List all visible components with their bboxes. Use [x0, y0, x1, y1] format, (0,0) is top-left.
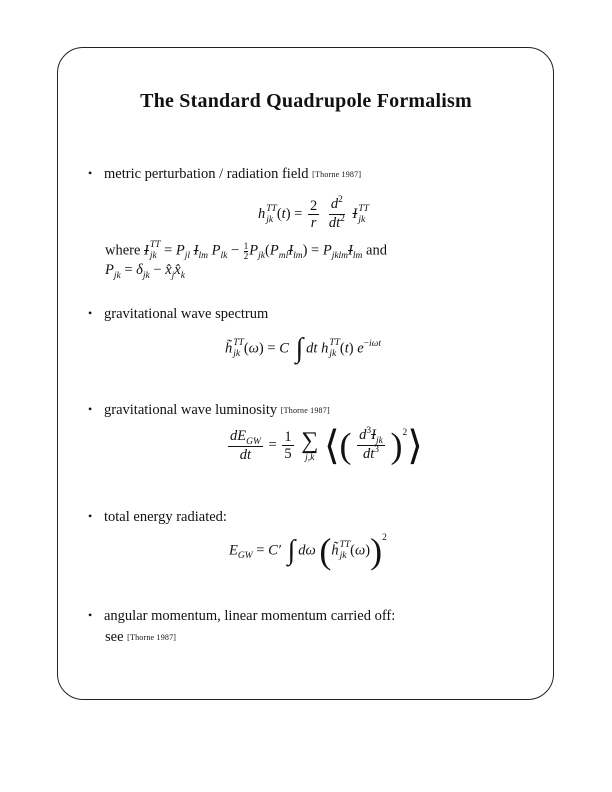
bullet-item-wave-luminosity — [88, 402, 330, 419]
bullet-icon: • — [88, 509, 93, 523]
see-reference-line — [105, 629, 176, 646]
bullet-text: gravitational wave spectrum — [104, 306, 269, 322]
bullet-text: angular momentum, linear momentum carried off: — [104, 608, 396, 624]
bullet-item-total-energy — [88, 509, 227, 526]
bullet-icon: • — [88, 166, 93, 180]
equation-metric-perturbation: h TT jk (t) = $\frac{2}{r}$ $\frac{d^2}{dt^2}$ I TT jk — [258, 195, 369, 231]
slide-title: The Standard Quadrupole Formalism — [140, 90, 472, 112]
equation-wave-spectrum: h̃ TT jk (ω) = C ∫ dt h TT jk (t) $e^{-i\omega t}$ — [225, 333, 382, 364]
bullet-item-angular-momentum — [88, 608, 395, 625]
citation: [Thorne 1987] — [312, 170, 362, 179]
citation: [Thorne 1987] — [280, 406, 330, 415]
citation: [Thorne 1987] — [127, 633, 177, 642]
bullet-icon: • — [88, 608, 93, 622]
bullet-text: total energy radiated: — [104, 509, 227, 525]
equation-total-energy: $E_{GW} = C'$ ∫ dω (h̃ TT jk (ω))$^2$ — [229, 531, 387, 571]
bullet-item-metric-perturbation — [88, 166, 361, 183]
bullet-icon: • — [88, 306, 93, 320]
and-word: and — [366, 242, 387, 259]
where-word: where — [105, 242, 141, 259]
equation-wave-luminosity: $\frac{dE_{GW}}{dt}$ = $\frac{1}{5}$ ∑ j,k ⟨( $\frac{d^3I_{jk}}{dt^3}$ )$^2$⟩ — [230, 423, 423, 468]
bullet-icon: • — [88, 402, 93, 416]
see-word: see — [105, 629, 124, 645]
definition-line-2: $P_{jk} = \delta_{jk}$ − $x̂_jx̂_k$ — [105, 262, 185, 281]
bullet-text: metric perturbation / radiation field — [104, 166, 309, 182]
slide-frame — [57, 47, 554, 700]
bullet-text: gravitational wave luminosity — [104, 402, 278, 418]
definition-line-1: where I TT jk = $P_{jl}$ $I_{lm}$ $P_{lk}$ − $\frac{1}{2}$ $P_{jk}(P_{ml}I_{lm}) = P_{jklm}I_{lm}$ and — [105, 240, 387, 262]
bullet-item-wave-spectrum — [88, 306, 268, 323]
